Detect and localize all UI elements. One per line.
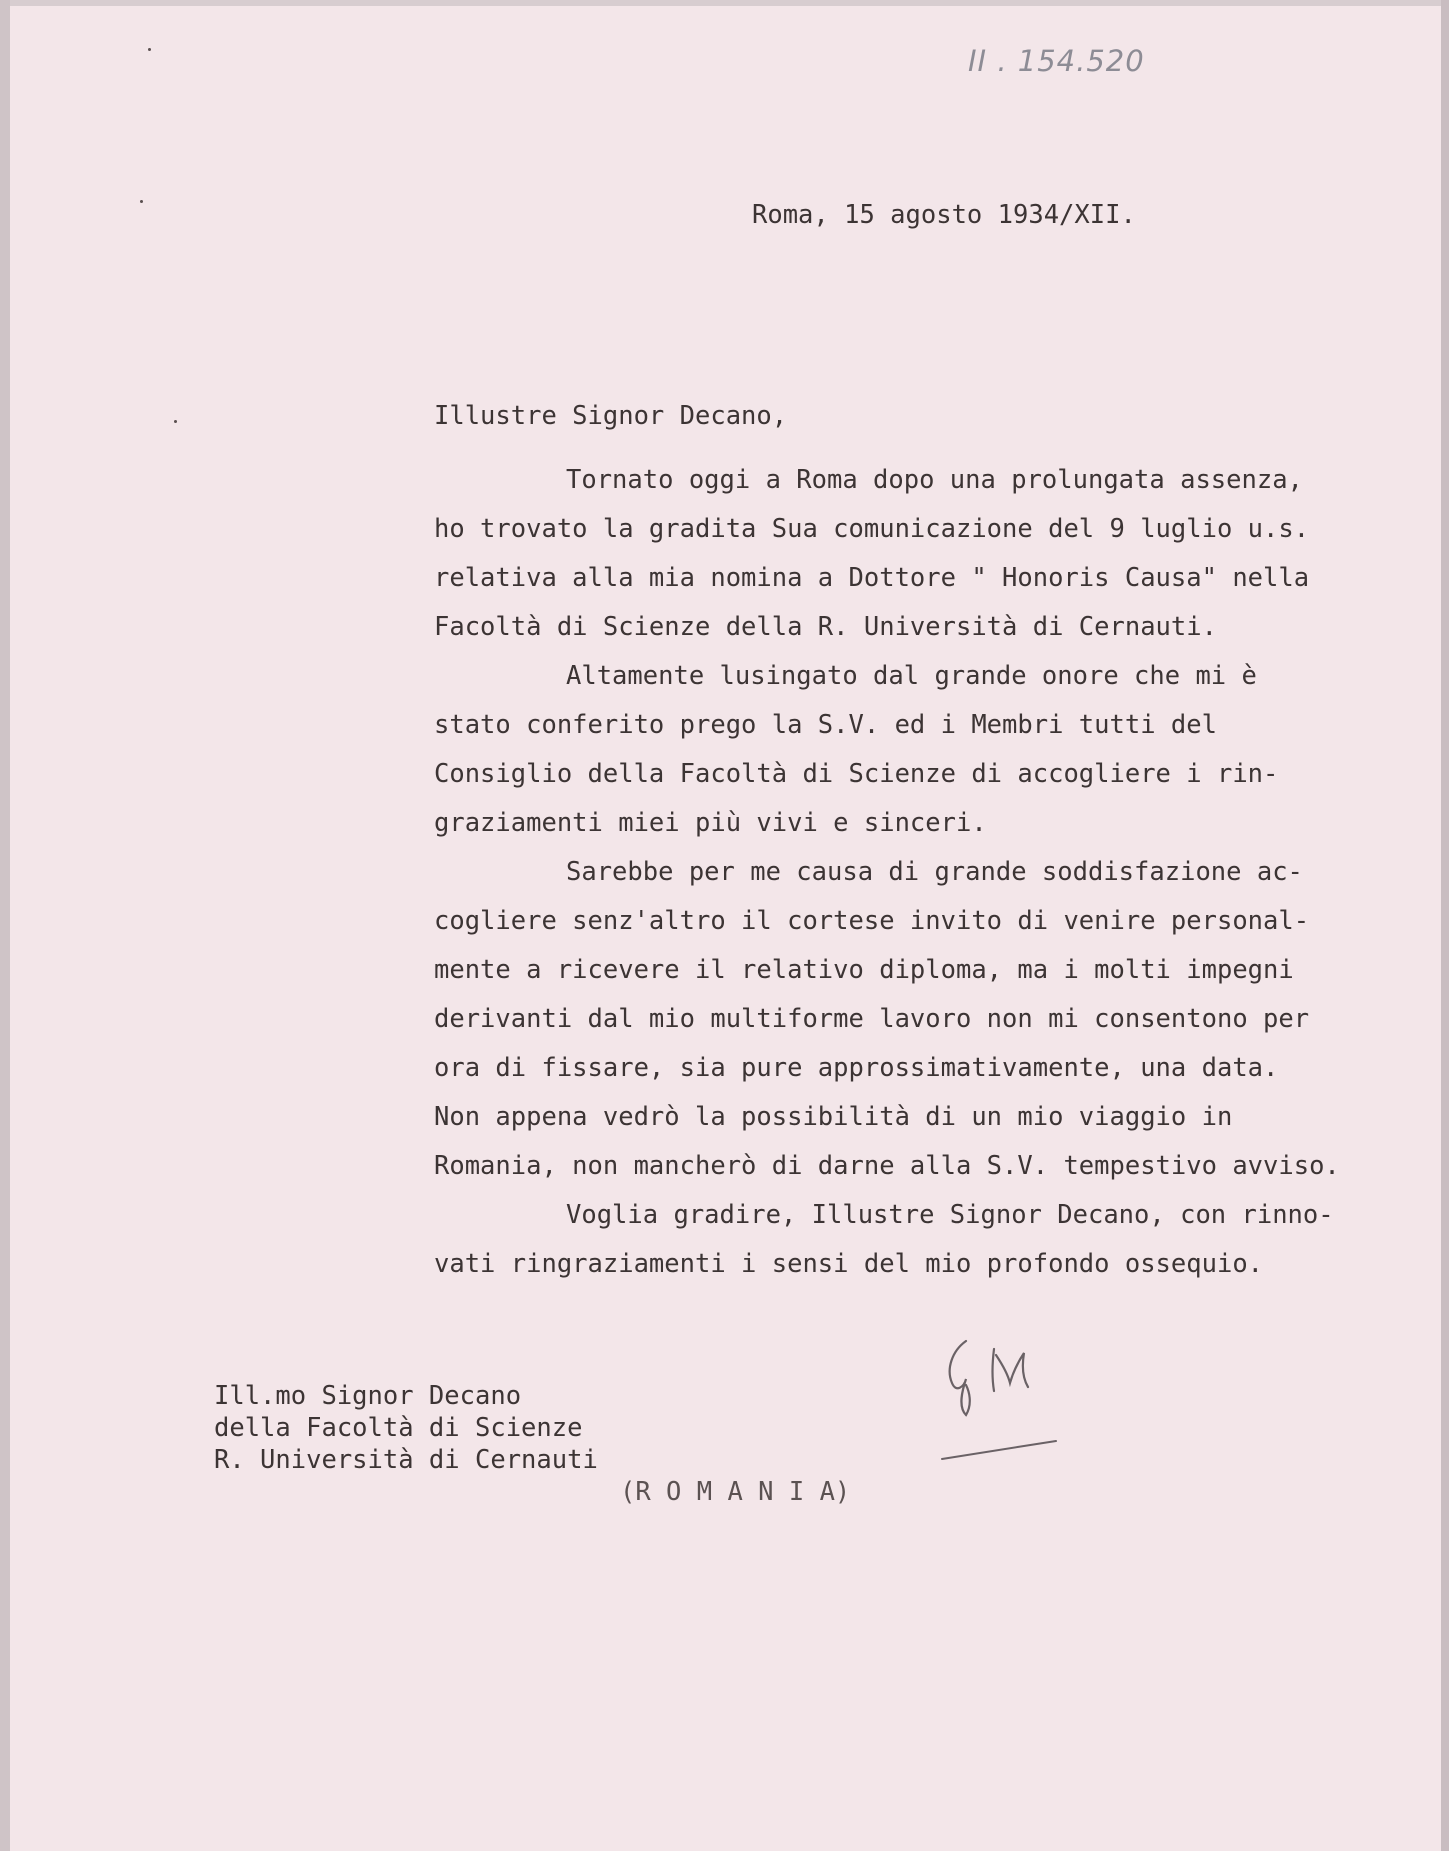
- body-line: relativa alla mia nomina a Dottore " Honoris Causa" nella: [434, 563, 1310, 593]
- salutation: Illustre Signor Decano,: [434, 401, 788, 431]
- body-line: Tornato oggi a Roma dopo una prolungata assenza,: [566, 465, 1303, 495]
- address-country: (R O M A N I A): [620, 1477, 851, 1507]
- archive-number: II . 154.520: [968, 44, 1145, 78]
- signature-initials: [938, 1335, 1078, 1465]
- body-line: derivanti dal mio multiforme lavoro non mi consentono per: [434, 1004, 1310, 1034]
- body-line: Consiglio della Facoltà di Scienze di accogliere i rin-: [434, 759, 1279, 789]
- body-line: ho trovato la gradita Sua comunicazione del 9 luglio u.s.: [434, 514, 1310, 544]
- page-edge-right: [1441, 0, 1449, 1851]
- body-line: Romania, non mancherò di darne alla S.V. tempestivo avviso.: [434, 1151, 1340, 1181]
- date-line: Roma, 15 agosto 1934/XII.: [752, 200, 1136, 230]
- body-line: Sarebbe per me causa di grande soddisfazione ac-: [566, 857, 1303, 887]
- address-line: della Facoltà di Scienze: [214, 1413, 583, 1443]
- body-line: mente a ricevere il relativo diploma, ma i molti impegni: [434, 955, 1294, 985]
- body-line: cogliere senz'altro il cortese invito di venire personal-: [434, 906, 1310, 936]
- body-line: vati ringraziamenti i sensi del mio profondo ossequio.: [434, 1249, 1264, 1279]
- body-line: stato conferito prego la S.V. ed i Membri tutti del: [434, 710, 1217, 740]
- body-line: Non appena vedrò la possibilità di un mio viaggio in: [434, 1102, 1233, 1132]
- page-edge-top: [0, 0, 1449, 6]
- body-line: Facoltà di Scienze della R. Università di Cernauti.: [434, 612, 1217, 642]
- speck: [148, 48, 151, 51]
- body-line: graziamenti miei più vivi e sinceri.: [434, 808, 987, 838]
- body-line: Altamente lusingato dal grande onore che mi è: [566, 661, 1257, 691]
- page-edge-left: [0, 0, 10, 1851]
- body-line: ora di fissare, sia pure approssimativamente, una data.: [434, 1053, 1279, 1083]
- speck: [174, 420, 177, 423]
- address-line: R. Università di Cernauti: [214, 1445, 598, 1475]
- speck: [140, 200, 143, 203]
- body-line: Voglia gradire, Illustre Signor Decano, con rinno-: [566, 1200, 1334, 1230]
- address-line: Ill.mo Signor Decano: [214, 1381, 522, 1411]
